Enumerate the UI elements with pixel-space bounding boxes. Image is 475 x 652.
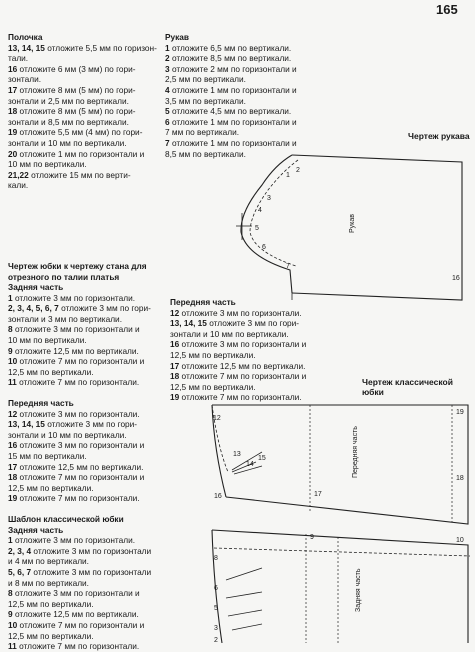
instruction-text: и 4 мм по вертикали. [8, 556, 89, 567]
point-number: 5 [165, 106, 170, 117]
instruction-text: отложите 3 мм по горизонтали. [19, 408, 140, 419]
point-number: 7 [165, 137, 170, 148]
section-heading: Передняя часть [170, 297, 236, 307]
sleeve-label: Рукав [349, 214, 356, 233]
instruction-text: зонтали. [8, 74, 42, 85]
instruction-text: и 8 мм по вертикали. [8, 577, 89, 588]
point-number: 16 [170, 339, 180, 350]
section-heading: Передняя часть [8, 398, 74, 409]
skirt-numbers [213, 409, 464, 643]
instruction-text: отложите 15 мм по верти- [31, 169, 131, 180]
instruction-text: отложите 3 мм по гори- [47, 419, 138, 430]
instruction-text: зонтали и 3 мм по вертикали. [8, 313, 122, 324]
skirt-point-number: 9 [310, 534, 314, 541]
sleeve-point-number: 5 [255, 225, 259, 232]
skirt-back-pattern [212, 530, 470, 643]
instruction-text: отложите 3 мм по горизонтали [33, 566, 152, 577]
instruction-text: отложите 1 мм по горизонтали и [171, 84, 297, 95]
skirt-point-number: 17 [314, 491, 322, 498]
point-number: 1 [165, 42, 170, 53]
instruction-text: отложите 8 мм (5 мм) по гори- [19, 106, 136, 117]
point-number: 5, 6, 7 [8, 566, 32, 577]
point-number: 1 [8, 535, 13, 546]
point-number: 19 [8, 493, 18, 504]
point-number: 1 [8, 292, 13, 303]
instruction-text: отложите 7 мм по горизонтали. [19, 641, 140, 652]
front-part-label: Передняя часть [352, 426, 359, 478]
instruction-text: отложите 3 мм по горизонтали и [19, 440, 145, 451]
instruction-text: зонтали и 8,5 мм по вертикали. [8, 116, 129, 127]
skirt-point-number: 2 [214, 637, 218, 643]
instruction-text: отложите 1 мм по горизонтали и [171, 137, 297, 148]
sleeve-point-number: 2 [296, 167, 300, 174]
point-number: 2 [165, 53, 170, 64]
instruction-text: отложите 12,5 мм по вертикали. [19, 461, 144, 472]
instruction-text: отложите 7 мм по горизонтали. [181, 392, 302, 403]
instruction-text: отложите 8,5 мм по вертикали. [171, 53, 292, 64]
instruction-text: отложите 7 мм по горизонтали и [19, 356, 145, 367]
instruction-text: 2,5 мм по вертикали. [165, 74, 246, 85]
instruction-text: 10 мм по вертикали. [8, 159, 87, 170]
instruction-text: отложите 12,5 мм по вертикали. [181, 360, 306, 371]
section-heading: Шаблон классической юбки [8, 513, 124, 524]
skirt-point-number: 13 [233, 451, 241, 458]
section-heading: Задняя часть [8, 524, 64, 535]
instruction-text: отложите 3 мм по гори- [61, 303, 151, 314]
skirt-drawing-caption: Чертеж классической юбки [362, 377, 453, 397]
instruction-text: кали. [8, 180, 29, 191]
instruction-text: 12,5 мм по вертикали. [170, 349, 256, 360]
point-number: 8 [8, 324, 13, 335]
point-number: 13, 14, 15 [8, 419, 45, 430]
point-number: 10 [8, 619, 18, 630]
instruction-text: отложите 7 мм по горизонтали. [19, 377, 140, 388]
sleeve-drawing-caption: Чертеж рукава [408, 131, 470, 141]
sleeve-point-number: 1 [286, 172, 290, 179]
point-number: 19 [170, 392, 180, 403]
instruction-text: отложите 7 мм по горизонтали и [19, 472, 145, 483]
instruction-text: отложите 3 мм по гори- [209, 318, 300, 329]
instruction-text: зонтали и 10 мм по вертикали. [8, 429, 127, 440]
section-heading: отрезного по талии платья [8, 271, 120, 282]
instruction-text: отложите 3 мм по горизонтали [33, 545, 152, 556]
section-heading: Задняя часть [8, 282, 64, 293]
point-number: 20 [8, 148, 18, 159]
instruction-text: зонтали и 10 мм по вертикали. [8, 137, 127, 148]
point-number: 16 [8, 63, 18, 74]
instruction-text: отложите 1 мм по горизонтали и [171, 116, 297, 127]
instruction-text: 15 мм по вертикали. [8, 451, 87, 461]
sleeve-point-number: 7 [286, 263, 290, 270]
instruction-text: отложите 6,5 мм по вертикали. [171, 42, 292, 53]
point-number: 18 [170, 371, 180, 382]
point-number: 17 [8, 461, 18, 472]
section-heading: Рукав [165, 32, 190, 42]
point-number: 17 [170, 360, 180, 371]
point-number: 18 [8, 106, 18, 117]
section-heading: Чертеж юбки к чертежу стана для [8, 260, 147, 271]
instruction-text: отложите 6 мм (3 мм) по гори- [19, 63, 136, 74]
instruction-text: 12,5 мм по вертикали. [170, 381, 256, 392]
point-number: 13, 14, 15 [8, 42, 45, 53]
instruction-text: отложите 5,5 мм по горизон- [47, 42, 157, 53]
instruction-text: зонтали и 10 мм по вертикали. [170, 328, 289, 339]
sleeve-point-number: 4 [258, 207, 262, 214]
skirt-point-number: 12 [213, 415, 221, 422]
skirt-point-number: 18 [456, 475, 464, 482]
instruction-text: зонтали и 2,5 мм по вертикали. [8, 95, 129, 106]
skirt-point-number: 19 [456, 409, 464, 416]
point-number: 11 [8, 377, 17, 388]
sleeve-point-number: 3 [267, 195, 271, 202]
skirt-point-number: 5 [214, 605, 218, 612]
skirt-point-number: 10 [456, 537, 464, 544]
sleeve-point-number: 16 [452, 275, 460, 282]
instruction-text: 7 мм по вертикали. [165, 127, 240, 138]
instruction-text: отложите 5,5 мм (4 мм) по гори- [19, 127, 143, 138]
point-number: 9 [8, 345, 13, 356]
instruction-text: тали. [8, 53, 29, 64]
point-number: 12 [170, 307, 180, 318]
skirt-point-number: 15 [258, 455, 266, 462]
instruction-text: отложите 7 мм по горизонтали и [181, 371, 307, 382]
skirt-point-number: 8 [214, 555, 218, 562]
skirt-point-number: 3 [214, 625, 218, 632]
sleeve-point-number: 6 [262, 244, 266, 251]
instruction-text: отложите 3 мм по горизонтали и [14, 588, 140, 599]
instruction-text: отложите 7 мм по горизонтали и [19, 619, 145, 630]
instruction-text: отложите 3 мм по горизонтали. [14, 292, 136, 303]
skirt-point-number: 16 [214, 493, 222, 500]
instruction-text: 12,5 мм по вертикали. [8, 482, 94, 493]
skirt-point-number: 14 [246, 461, 254, 468]
point-number: 13, 14, 15 [170, 318, 207, 329]
instruction-text: отложите 12,5 мм по вертикали. [14, 609, 139, 620]
instruction-text: отложите 3 мм по горизонтали и [181, 339, 307, 350]
point-number: 10 [8, 356, 18, 367]
instruction-text: отложите 3 мм по горизонтали. [181, 307, 302, 318]
instruction-text: отложите 4,5 мм по вертикали. [171, 106, 292, 117]
instruction-text: 12,5 мм по вертикали. [8, 630, 94, 641]
instruction-text: отложите 3 мм по горизонтали. [14, 535, 136, 546]
point-number: 19 [8, 127, 18, 138]
section-heading: Полочка [8, 32, 43, 42]
instruction-text: 3,5 мм по вертикали. [165, 95, 246, 106]
point-number: 11 [8, 641, 17, 652]
point-number: 16 [8, 440, 18, 451]
back-part-label: Задняя часть [355, 568, 362, 612]
skirt-point-number: 6 [214, 585, 218, 592]
point-number: 17 [8, 84, 18, 95]
point-number: 18 [8, 472, 18, 483]
point-number: 6 [165, 116, 170, 127]
point-number: 3 [165, 63, 170, 74]
instruction-text: 12,5 мм по вертикали. [8, 598, 94, 609]
instruction-text: отложите 7 мм по горизонтали. [19, 493, 140, 504]
point-number: 2, 3, 4, 5, 6, 7 [8, 303, 59, 314]
instruction-text: 8,5 мм по вертикали. [165, 148, 246, 159]
page-number: 165 [436, 2, 458, 17]
point-number: 9 [8, 609, 13, 620]
point-number: 12 [8, 408, 18, 419]
instruction-text: 12,5 мм по вертикали. [8, 366, 94, 377]
instruction-text: отложите 1 мм по горизонтали и [19, 148, 145, 159]
sleeve-numbers [255, 167, 460, 282]
point-number: 21,22 [8, 169, 29, 180]
instruction-text: 10 мм по вертикали. [8, 335, 87, 346]
point-number: 8 [8, 588, 13, 599]
instruction-text: отложите 12,5 мм по вертикали. [14, 345, 139, 356]
instruction-text: отложите 3 мм по горизонтали и [14, 324, 140, 335]
point-number: 4 [165, 84, 170, 95]
instruction-text: отложите 8 мм (5 мм) по гори- [19, 84, 136, 95]
point-number: 2, 3, 4 [8, 545, 32, 556]
instruction-text: отложите 2 мм по горизонтали и [171, 63, 297, 74]
